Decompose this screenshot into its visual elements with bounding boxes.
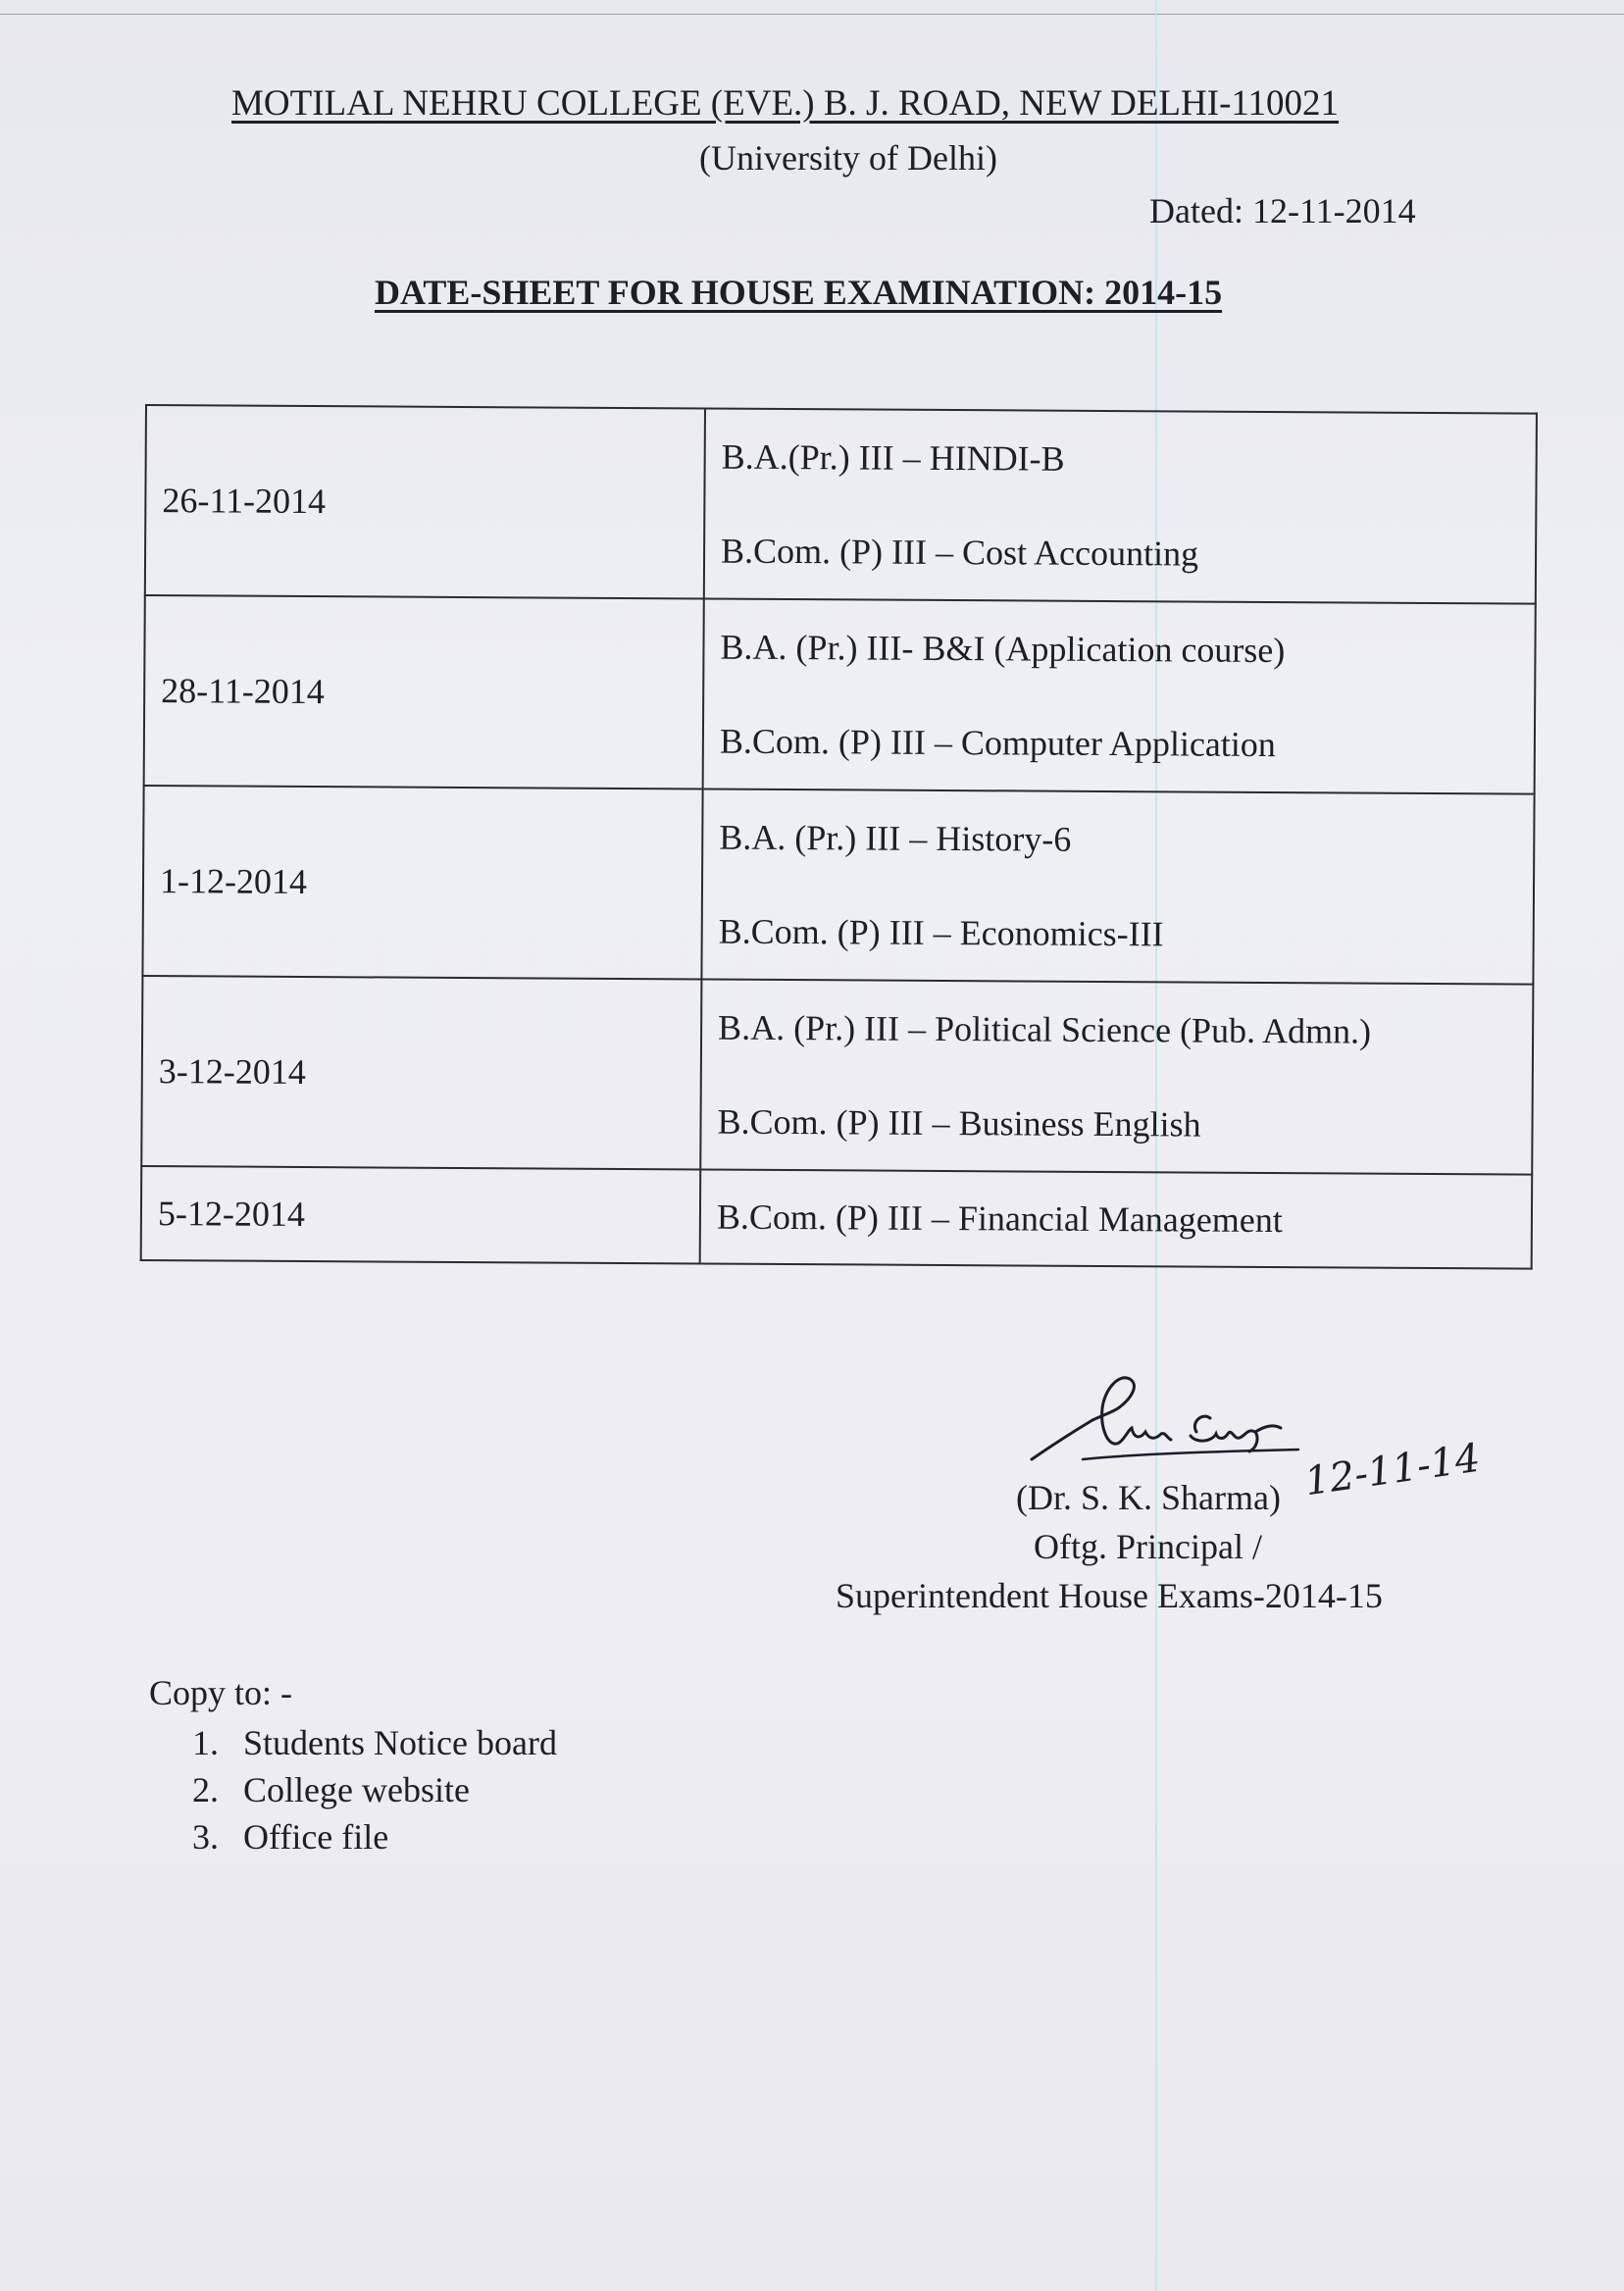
exam-papers xyxy=(704,408,1537,603)
paper-item: B.A. (Pr.) III- B&I (Application course) xyxy=(720,627,1286,671)
college-heading: MOTILAL NEHRU COLLEGE (EVE.) B. J. ROAD, NEW DELHI-110021 xyxy=(231,83,1340,124)
copy-to-label: Copy to: - xyxy=(149,1673,293,1712)
list-number: 2. xyxy=(192,1770,219,1809)
list-text: College website xyxy=(243,1770,470,1809)
exam-papers xyxy=(700,979,1533,1174)
handwritten-date: 12-11-14 xyxy=(1301,1435,1484,1505)
list-item xyxy=(192,1813,557,1860)
table-row xyxy=(144,595,1536,794)
exam-papers xyxy=(701,789,1534,984)
top-border-line xyxy=(0,14,1624,15)
exam-date: 28-11-2014 xyxy=(144,595,704,789)
exam-papers xyxy=(700,1169,1533,1268)
list-number: 1. xyxy=(192,1723,219,1762)
list-text: Office file xyxy=(243,1817,389,1857)
paper-item: B.Com. (P) III – Financial Management xyxy=(716,1196,1283,1241)
exam-schedule-table xyxy=(140,404,1538,1270)
signatory-name: (Dr. S. K. Sharma) xyxy=(1016,1478,1281,1517)
exam-date: 1-12-2014 xyxy=(142,786,702,979)
signatory-role: Superintendent House Exams-2014-15 xyxy=(836,1576,1383,1615)
paper-item: B.A.(Pr.) III – HINDI-B xyxy=(721,436,1065,479)
paper-item: B.Com. (P) III – Cost Accounting xyxy=(720,531,1199,574)
table-row xyxy=(141,976,1533,1175)
list-item xyxy=(192,1766,557,1813)
paper-item: B.A. (Pr.) III – History-6 xyxy=(719,817,1072,859)
paper-item: B.Com. (P) III – Business English xyxy=(717,1101,1201,1145)
paper-item: B.Com. (P) III – Economics-III xyxy=(718,911,1164,954)
list-text: Students Notice board xyxy=(243,1723,557,1762)
exam-date: 3-12-2014 xyxy=(141,976,701,1169)
table-row xyxy=(142,786,1534,985)
table-row xyxy=(145,405,1537,604)
paper-item: B.Com. (P) III – Computer Application xyxy=(719,721,1276,765)
exam-date: 5-12-2014 xyxy=(141,1166,701,1263)
copy-to-list xyxy=(192,1719,557,1860)
paper-item: B.A. (Pr.) III – Political Science (Pub. Admn.) xyxy=(718,1007,1372,1051)
list-item xyxy=(192,1719,557,1766)
signatory-role: Oftg. Principal / xyxy=(1034,1527,1262,1566)
exam-papers xyxy=(703,598,1536,793)
handwritten-signature xyxy=(1024,1369,1338,1487)
list-number: 3. xyxy=(192,1817,219,1857)
table-row xyxy=(141,1166,1533,1269)
university-subheading: (University of Delhi) xyxy=(699,138,997,178)
exam-date: 26-11-2014 xyxy=(145,405,705,598)
dated-line: Dated: 12-11-2014 xyxy=(1149,191,1416,230)
date-sheet-title: DATE-SHEET FOR HOUSE EXAMINATION: 2014-15 xyxy=(375,273,1223,312)
